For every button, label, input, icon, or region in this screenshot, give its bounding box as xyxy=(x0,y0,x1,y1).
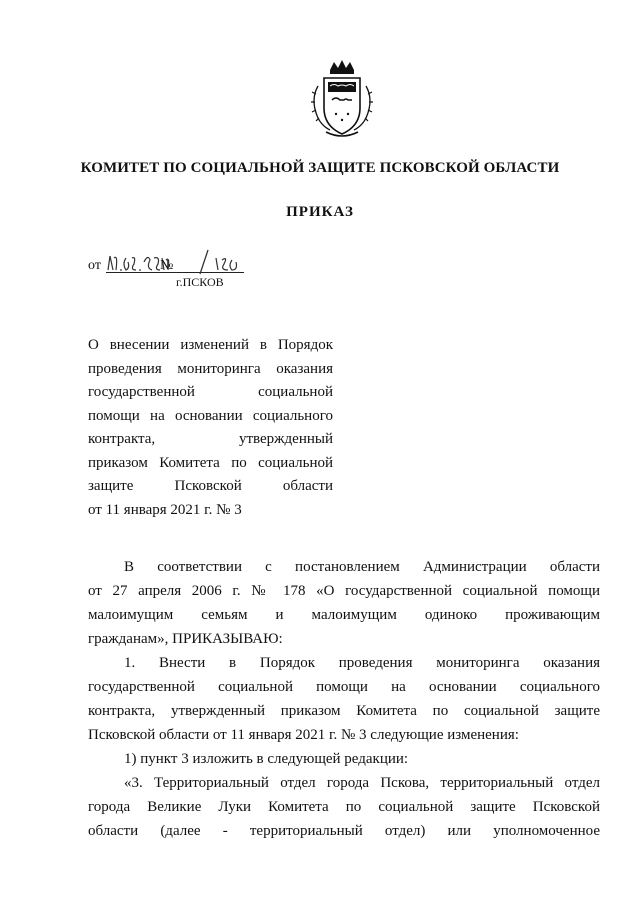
document-subject xyxy=(88,334,333,522)
body-line: «3. Территориальный отдел города Пскова, территориальный отдел xyxy=(124,775,600,791)
body-line: области (далее - территориальный отдел) или уполномоченное xyxy=(88,823,600,839)
subject-line: контракта, утвержденный xyxy=(88,431,333,447)
date-prefix: от xyxy=(88,258,101,273)
body-line: города Великие Луки Комитета по социальной защите Псковской xyxy=(88,799,600,815)
subject-line: от 11 января 2021 г. № 3 xyxy=(88,501,242,518)
subject-line: проведения мониторинга оказания xyxy=(88,360,333,377)
body-line: 1. Внести в Порядок проведения мониторинга оказания xyxy=(124,655,600,671)
subject-line: помощи на основании социального xyxy=(88,407,333,424)
document-body xyxy=(88,555,600,843)
city-label: г.ПСКОВ xyxy=(176,275,224,289)
subject-line: защите Псковской области xyxy=(88,478,333,494)
body-line: контракта, утвержденный приказом Комитета по социальной защите xyxy=(88,703,600,719)
pskov-coat-of-arms-icon xyxy=(300,56,384,140)
date-number-line xyxy=(88,252,248,276)
handwritten-date-and-number xyxy=(104,248,254,276)
body-line: 1) пункт 3 изложить в следующей редакции: xyxy=(124,751,409,767)
body-line: В соответствии с постановлением Администрации области xyxy=(124,559,600,575)
number-sign: № xyxy=(160,258,174,273)
body-line: от 27 апреля 2006 г. № 178 «О государственной социальной помощи xyxy=(88,583,600,599)
body-line: Псковской области от 11 января 2021 г. № 3 следующие изменения: xyxy=(88,727,519,743)
body-line: гражданам», ПРИКАЗЫВАЮ: xyxy=(88,631,283,647)
subject-line: государственной социальной xyxy=(88,384,333,400)
committee-title: КОМИТЕТ ПО СОЦИАЛЬНОЙ ЗАЩИТЕ ПСКОВСКОЙ ОБЛАСТИ xyxy=(80,160,560,176)
document-type: ПРИКАЗ xyxy=(286,204,354,220)
subject-line: О внесении изменений в Порядок xyxy=(88,337,333,353)
body-line: малоимущим семьям и малоимущим одиноко проживающим xyxy=(88,607,600,623)
body-line: государственной социальной помощи на основании социального xyxy=(88,679,600,695)
subject-line: приказом Комитета по социальной xyxy=(88,454,333,471)
